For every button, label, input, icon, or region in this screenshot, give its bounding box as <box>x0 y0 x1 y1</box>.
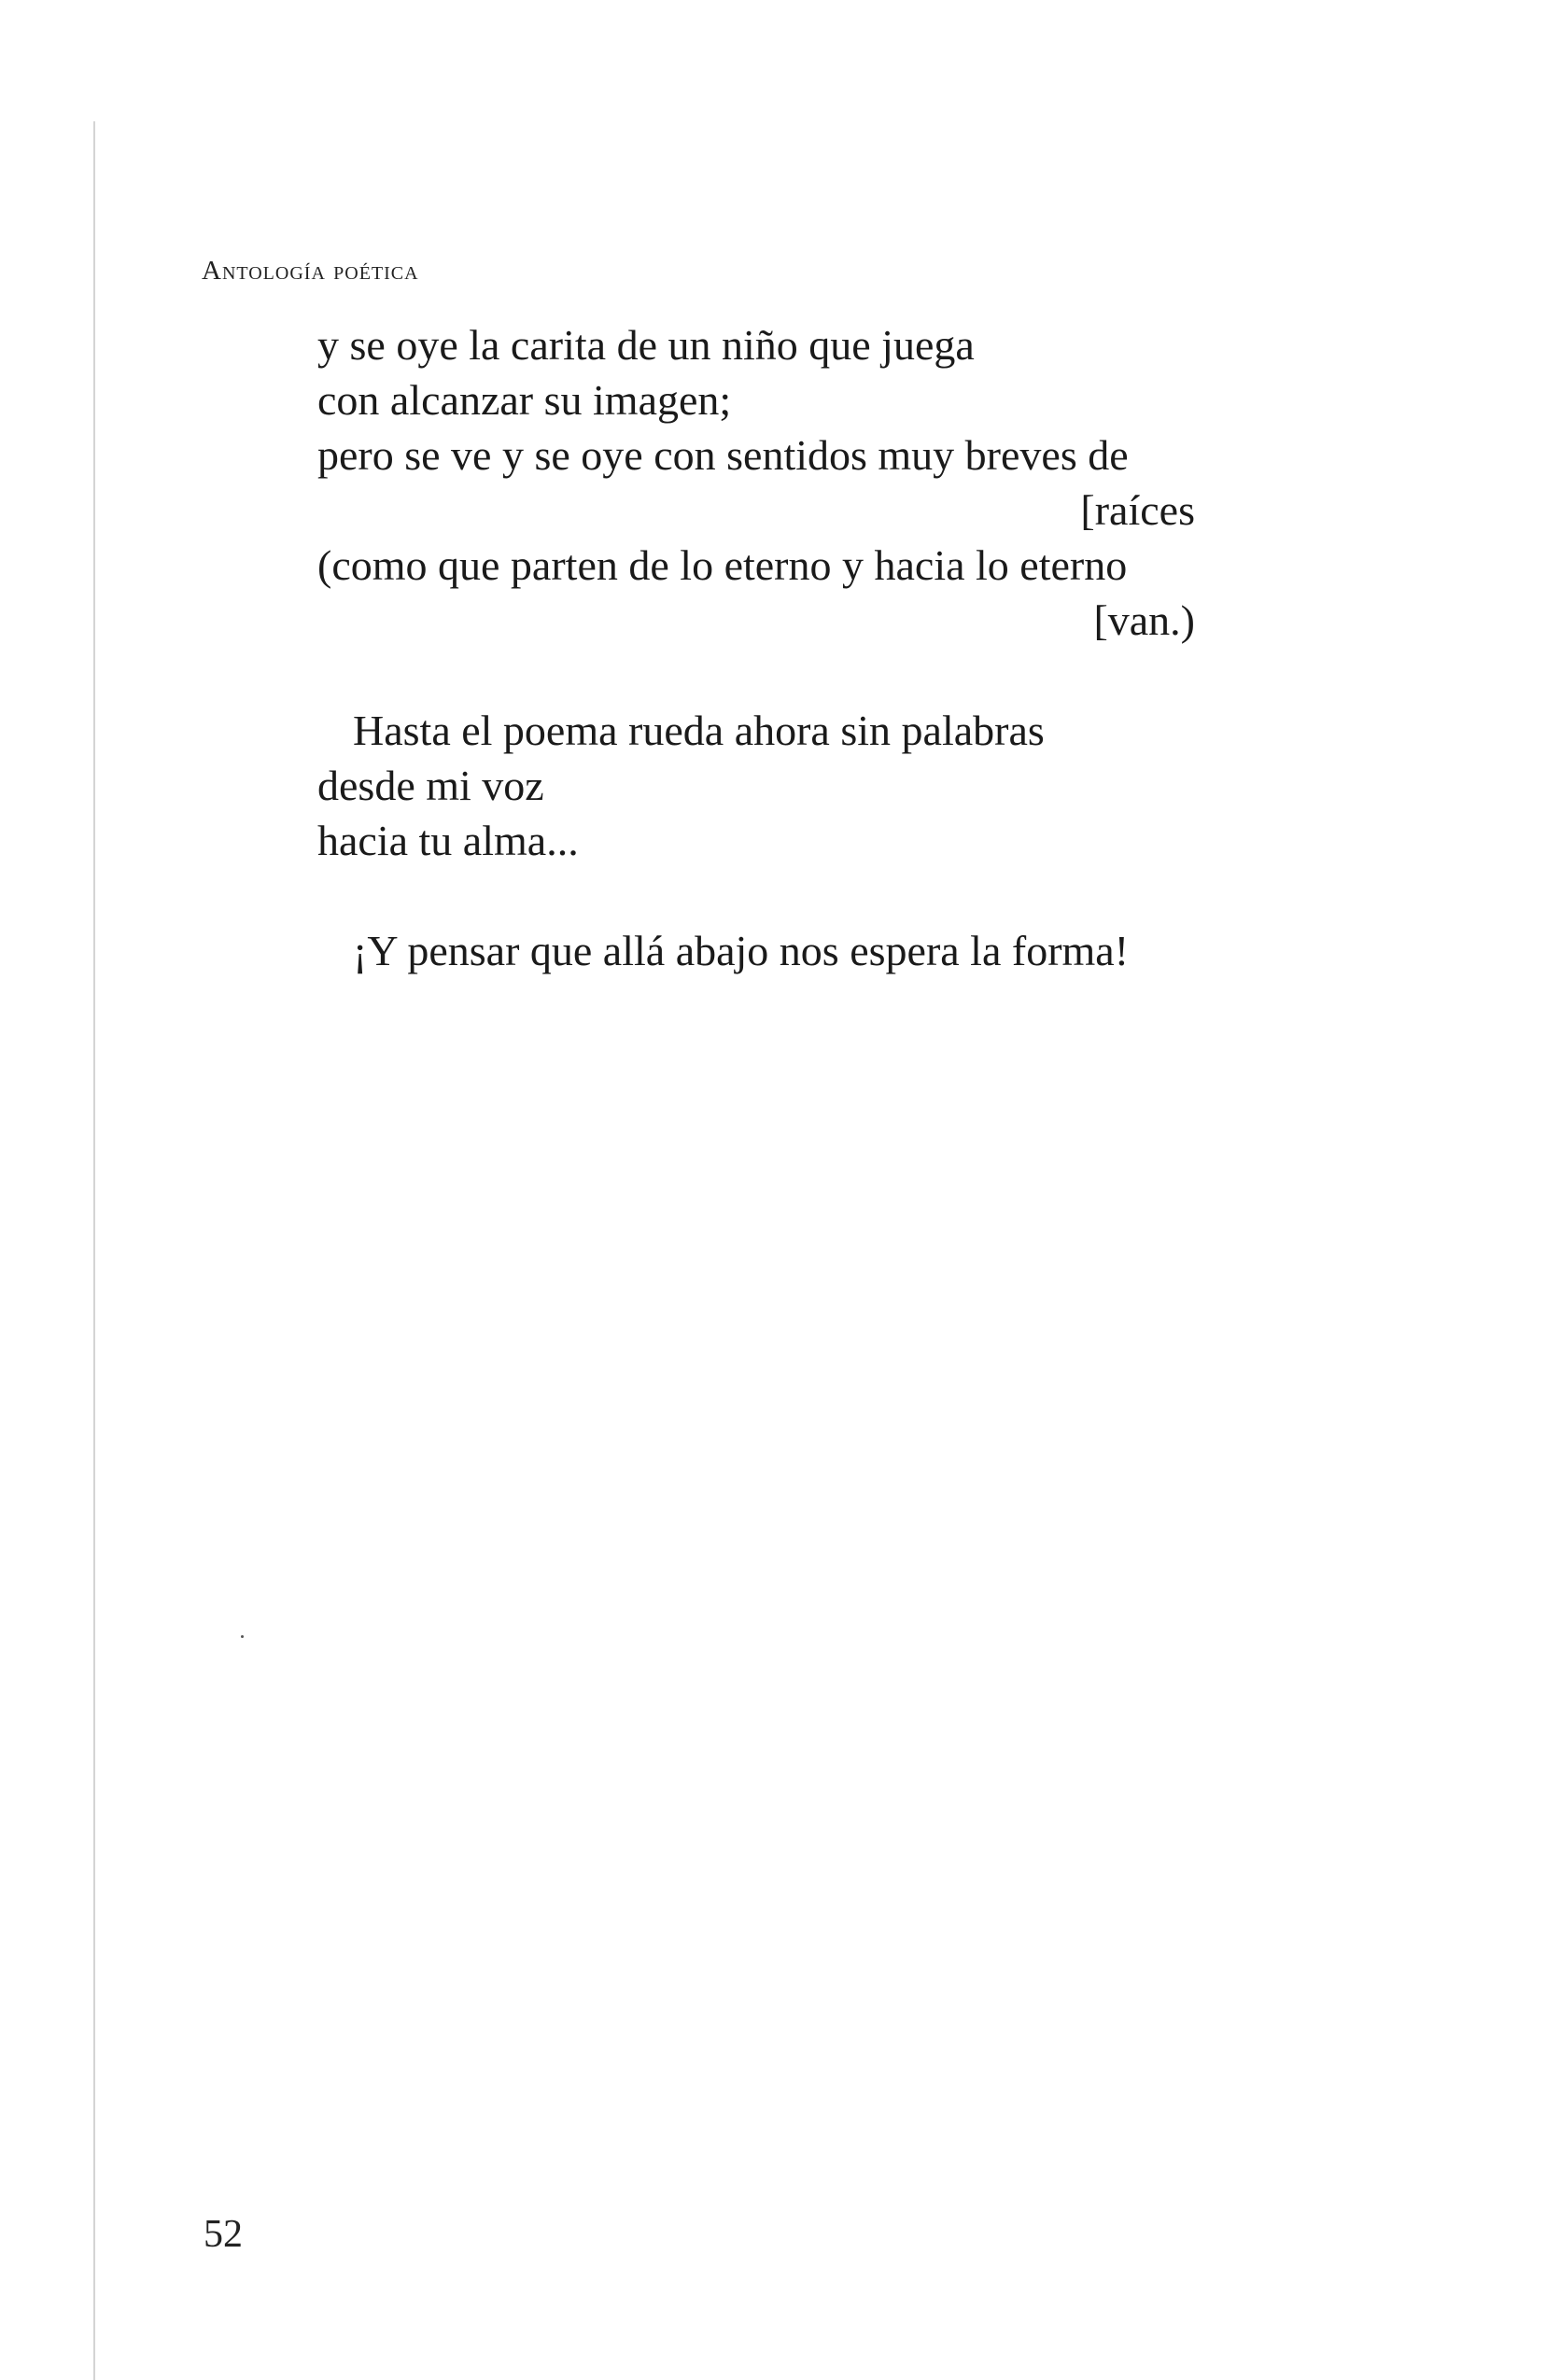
verse-line-turnover: [van.) <box>1093 596 1195 644</box>
page-number: 52 <box>204 2213 243 2256</box>
scan-speck <box>241 1635 244 1638</box>
verse-line: desde mi voz <box>317 762 544 809</box>
running-head: Antología poética <box>202 256 419 286</box>
stanza-3 <box>317 923 1195 978</box>
stanza-1 <box>317 317 1195 648</box>
verse-line: (como que parten de lo eterno y hacia lo eterno <box>317 541 1128 589</box>
verse-line: con alcanzar su imagen; <box>317 376 732 424</box>
verse-line: Hasta el poema rueda ahora sin palabras <box>353 707 1045 754</box>
verse-line: pero se ve y se oye con sentidos muy breves de <box>317 431 1129 479</box>
verse-line: hacia tu alma... <box>317 817 579 864</box>
stanza-gap <box>317 648 1195 703</box>
binding-edge-line <box>93 121 95 2380</box>
verse-line: ¡Y pensar que allá abajo nos espera la forma! <box>353 927 1130 974</box>
verse-line-turnover: [raíces <box>1080 486 1195 534</box>
stanza-2 <box>317 703 1195 868</box>
stanza-gap <box>317 868 1195 923</box>
poem-body <box>317 317 1195 978</box>
verse-line: y se oye la carita de un niño que juega <box>317 321 975 369</box>
